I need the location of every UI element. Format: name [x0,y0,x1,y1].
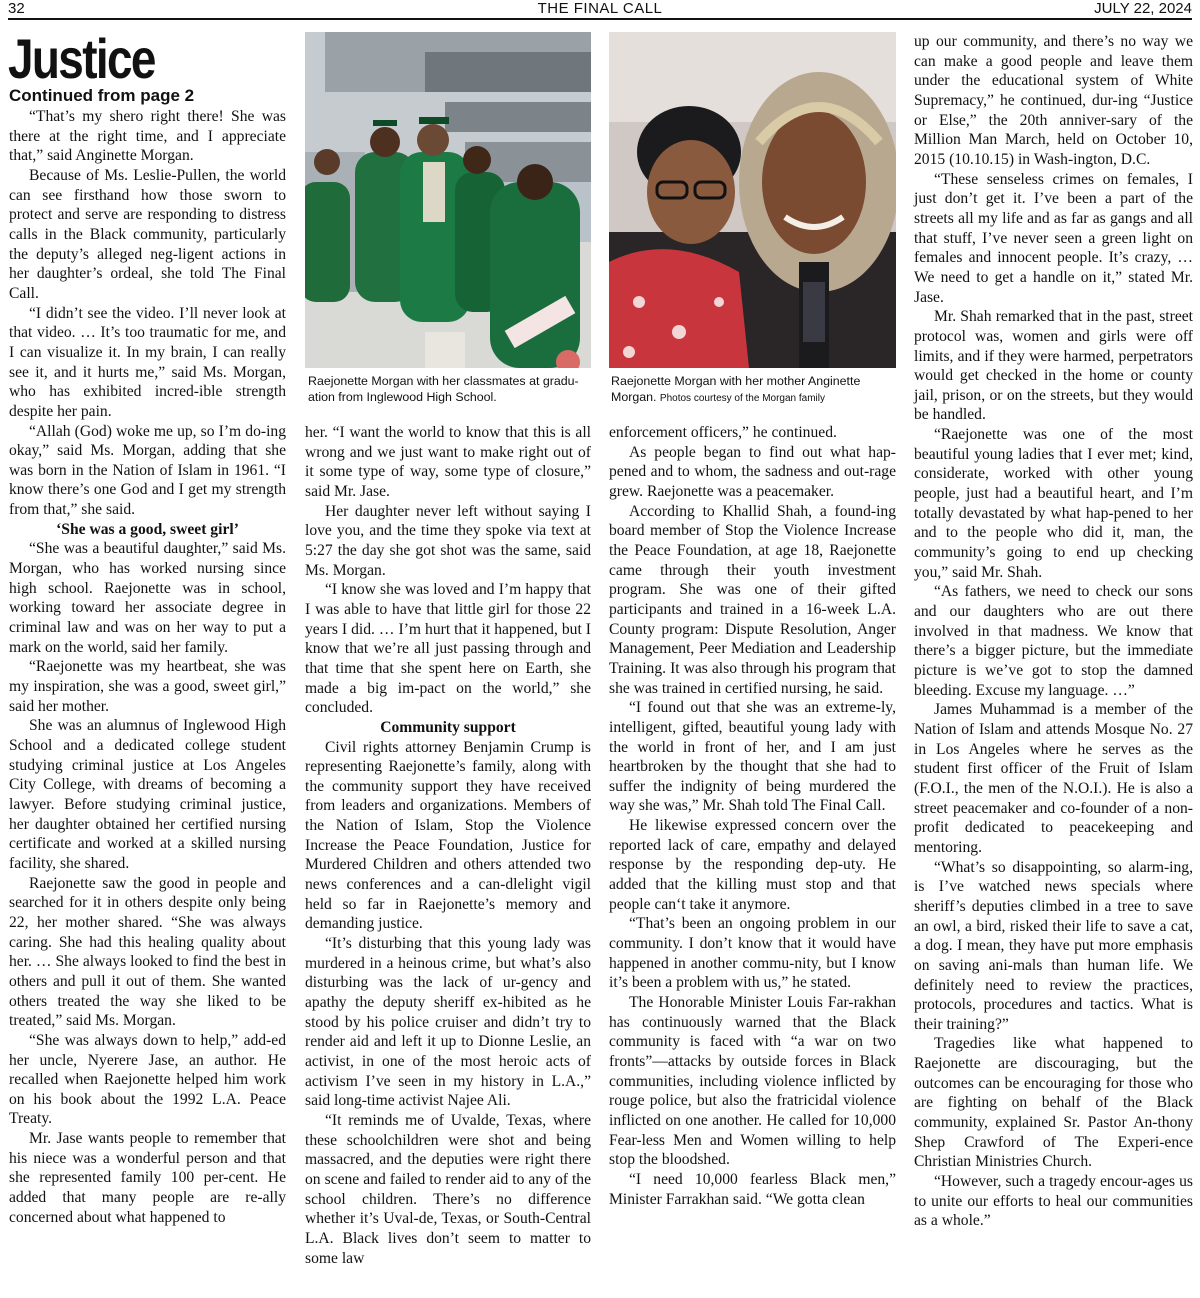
paragraph: “I know she was loved and I’m happy that I was able to have that little girl for those 22 years I did. … I’m hurt that it happened, but I know that we’re all just passing through and that time that she spent here on Earth, she made a big im-pact on the world,” she concluded. [305,581,591,717]
photo-caption [611,374,897,406]
paragraph: “However, such a tragedy encour-ages us to unite our efforts to heal our communities as a whole.” [914,1173,1193,1230]
paragraph: “She was a beautiful daughter,” said Ms. Morgan, who has worked nursing since high school. Raejonette was in school, working toward her associate degree in criminal law and was on her way to put a mark on the world, said her family. [9,540,286,656]
article-column-2 [305,423,591,1268]
page-header [8,0,1192,18]
paragraph: “I need 10,000 fearless Black men,” Minister Farrakhan said. “We gotta clean [609,1170,896,1208]
paragraph: He likewise expressed concern over the reported lack of care, empathy and delayed response by the responding dep-uty. He added that the killing must stop and that people can‘t take it anymore. [609,817,896,913]
photo-caption [308,374,592,405]
paragraph: Mr. Shah remarked that in the past, street protocol was, women and girls were off limits, and if they were harmed, perpetrators would get checked in the home or county jail, prison, or on the streets, but they would be handled. [914,308,1193,424]
issue-date: JULY 22, 2024 [1094,0,1192,17]
mother-daughter-photo [609,32,896,368]
paragraph: “I didn’t see the video. I’ll never look at that video. … It’s too traumatic for me, and I can visualize it. In my brain, I can really see it, and it hurts me,” said Ms. Morgan, who has exhibited incred-ible strength despite her pain. [9,304,286,420]
paragraph: According to Khallid Shah, a found-ing board member of Stop the Violence Increase the Peace Foundation, at age 18, Raejonette came through their youth investment program. She was one of their gifted participants and trained in a 16-week L.A. County program: Dispute Resolution, Anger Management, Peer Mediation and Leadership Training. It was also through his program that she was trained in certified nursing, he said. [609,502,896,697]
paragraph: “That’s been an ongoing problem in our community. I don’t know that it would have happened in another commu-nity, but I know it’s been a problem with us,” he stated. [609,915,896,992]
graduation-photo [305,32,591,368]
paragraph: “These senseless crimes on females, I just don’t get it. I’ve been a part of the streets all my life and as far as gangs and all that stuff, I’ve never seen a green light on females and innocent people. It’s crazy, … We need to get a handle on it,” stated Mr. Jase. [914,170,1193,306]
paragraph: enforcement officers,” he continued. [609,424,837,441]
paragraph: up our community, and there’s no way we can make a good people and leave them under the educational system of White Supremacy,” he continued, dur-ing “Justice or Else,” the 20th anniver-sary of the Million Man March, held on October 10, 2015 (10.10.15) in Wash-ington, D.C. [914,33,1193,168]
caption-text: Raejonette Morgan with her classmates at gradu-ation from Inglewood High School. [308,374,579,404]
page-number: 32 [8,0,25,17]
paragraph: She was an alumnus of Inglewood High School and a dedicated college student studying criminal justice at Los Angeles City College, with dreams of becoming a lawyer. Before studying criminal justice, her daughter obtained her certified nursing certificate and worked at a skilled nursing facility, she shared. [9,717,286,872]
article-column-3 [609,423,896,1209]
paragraph: James Muhammad is a member of the Nation of Islam and attends Mosque No. 27 in Los Angeles where he serves as the student first officer of the Fruit of Islam (F.O.I., the men of the N.O.I.). He is also a street peacemaker and co-founder of a non-profit dedicated to peacekeeping and mentoring. [914,701,1193,856]
caption-text: Raejonette Morgan with her mother Anginette Morgan. [611,374,861,404]
article-column-4 [914,32,1193,1231]
paragraph: Civil rights attorney Benjamin Crump is representing Raejonette’s family, along with the community support they have received from leaders and organizations. Members of the Nation of Islam, Stop the Violence Increase the Peace Foundation, Justice for Murdered Children and others attended two news conferences and a can-dlelight vigil held so far in Raejonette’s memory and demanding justice. [305,738,591,933]
paragraph: “Raejonette was one of the most beautiful young ladies that I ever met; kind, considerate, worked with other young people, just had a beautiful heart, and I’m totally devastated by what hap-pened to her and to the people who did it, man, the community’s going to end up checking you,” said Mr. Shah. [914,426,1193,581]
article-kicker: Justice [8,27,155,90]
paragraph: As people began to find out what hap-pened and to whom, the sadness and out-rage grew. Raejonette was a peacemaker. [609,443,896,500]
subhead: Community support [380,718,516,736]
publication-name: THE FINAL CALL [537,0,663,17]
paragraph: “As fathers, we need to check our sons and our daughters who are out there involved in that madness. We know that there’s a bigger picture, but the immediate picture is we’ve got to stop the damned bleeding. Excuse my language. …” [914,583,1193,699]
paragraph: “She was always down to help,” add-ed her uncle, Nyerere Jase, an author. He recalled when Raejonette helped him work on his book about the 1992 L.A. Peace Treaty. [9,1031,286,1128]
paragraph: “That’s my shero right there! She was there at the right time, and I appreciate that,” said Anginette Morgan. [9,108,286,165]
paragraph: “Allah (God) woke me up, so I’m do-ing okay,” said Ms. Morgan, adding that she was born in the Nation of Islam in 1961. “I know there’s one God and I get my strength from that,” she said. [9,422,286,519]
paragraph: “What’s so disappointing, so alarm-ing, is I’ve watched news specials where sheriff’s deputies climbed in a tree to save an owl, a bird, risked their life to save a cat, a dog. I mean, they have put more emphasis on saving ani-mals than human life. We definitely need to review the practices, protocols, procedures and tactics. What is their training?” [914,858,1193,1033]
photo-credit: Photos courtesy of the Morgan family [659,392,825,404]
continued-from-label: Continued from page 2 [9,86,195,105]
paragraph: her. “I want the world to know that this is all wrong and we just want to make right out of it some type of way, some type of closure,” said Mr. Jase. [305,424,591,500]
paragraph: Raejonette saw the good in people and searched for it in others despite only being 22, her mother shared. “She was always caring. She had this healing quality about her. … She always looked to find the best in others and pull it out of them. She wanted others treated the way she liked to be treated,” said Ms. Morgan. [9,874,286,1030]
paragraph: Because of Ms. Leslie-Pullen, the world can see firsthand how those sworn to protect and serve are responding to distress calls in the Black community, particularly the deputy’s alleged neg-ligent actions in her daughter’s ordeal, she told The Final Call. [9,166,286,302]
paragraph: “I found out that she was an extreme-ly, intelligent, gifted, beautiful young lady with the world in front of her, and I am just heartbroken by the thought that she had to suffer the indignity of being murdered the way she was,” Mr. Shah told The Final Call. [609,699,896,815]
paragraph: Tragedies like what happened to Raejonette are discouraging, but the outcomes can be encouraging for those who are fighting on behalf of the Black community, explained Sr. Pastor An-thony Shep Crawford of The Experi-ence Christian Ministries Church. [914,1035,1193,1171]
subhead: ‘She was a good, sweet girl’ [56,520,239,538]
paragraph: Her daughter never left without saying I love you, and the time they spoke via text at 5:27 the day she got shot was the same, said Ms. Morgan. [305,502,591,579]
paragraph: “It reminds me of Uvalde, Texas, where these schoolchildren were shot and being massacred, and the deputies were right there on scene and failed to render aid to any of the school children. There’s no difference whether it’s Uval-de, Texas, or South-Central L.A. Black lives don’t seem to matter to some law [305,1111,591,1267]
header-rule [8,18,1192,20]
paragraph: The Honorable Minister Louis Far-rakhan has continuously warned that the Black community is faced with “a war on two fronts”—attacks by outside forces in Black communities, including violence inflicted by rouge police, but also the fratricidal violence inflicted on one another. He called for 10,000 Fear-less Men and Women willing to help stop the bloodshed. [609,994,896,1169]
article-column-1 [8,27,286,1227]
paragraph: Mr. Jase wants people to remember that his niece was a wonderful person and that she represented family 100 per-cent. He added that many people are re-ally concerned about what happened to [9,1130,286,1226]
graduation-photo-image [305,32,591,368]
mother-daughter-photo-image [609,32,896,368]
paragraph: “Raejonette was my heartbeat, she was my inspiration, she was a good, sweet girl,” said her mother. [9,658,286,715]
paragraph: “It’s disturbing that this young lady was murdered in a heinous crime, but what’s also disturbing was the lack of ur-gency and apathy the deputy sheriff ex-hibited as he stood by his police cruiser and didn’t try to render aid and left it up to Dionne Leslie, an activist, in one of the most heroic acts of activism I’ve seen in my history in L.A.,” said long-time activist Najee Ali. [305,935,591,1110]
